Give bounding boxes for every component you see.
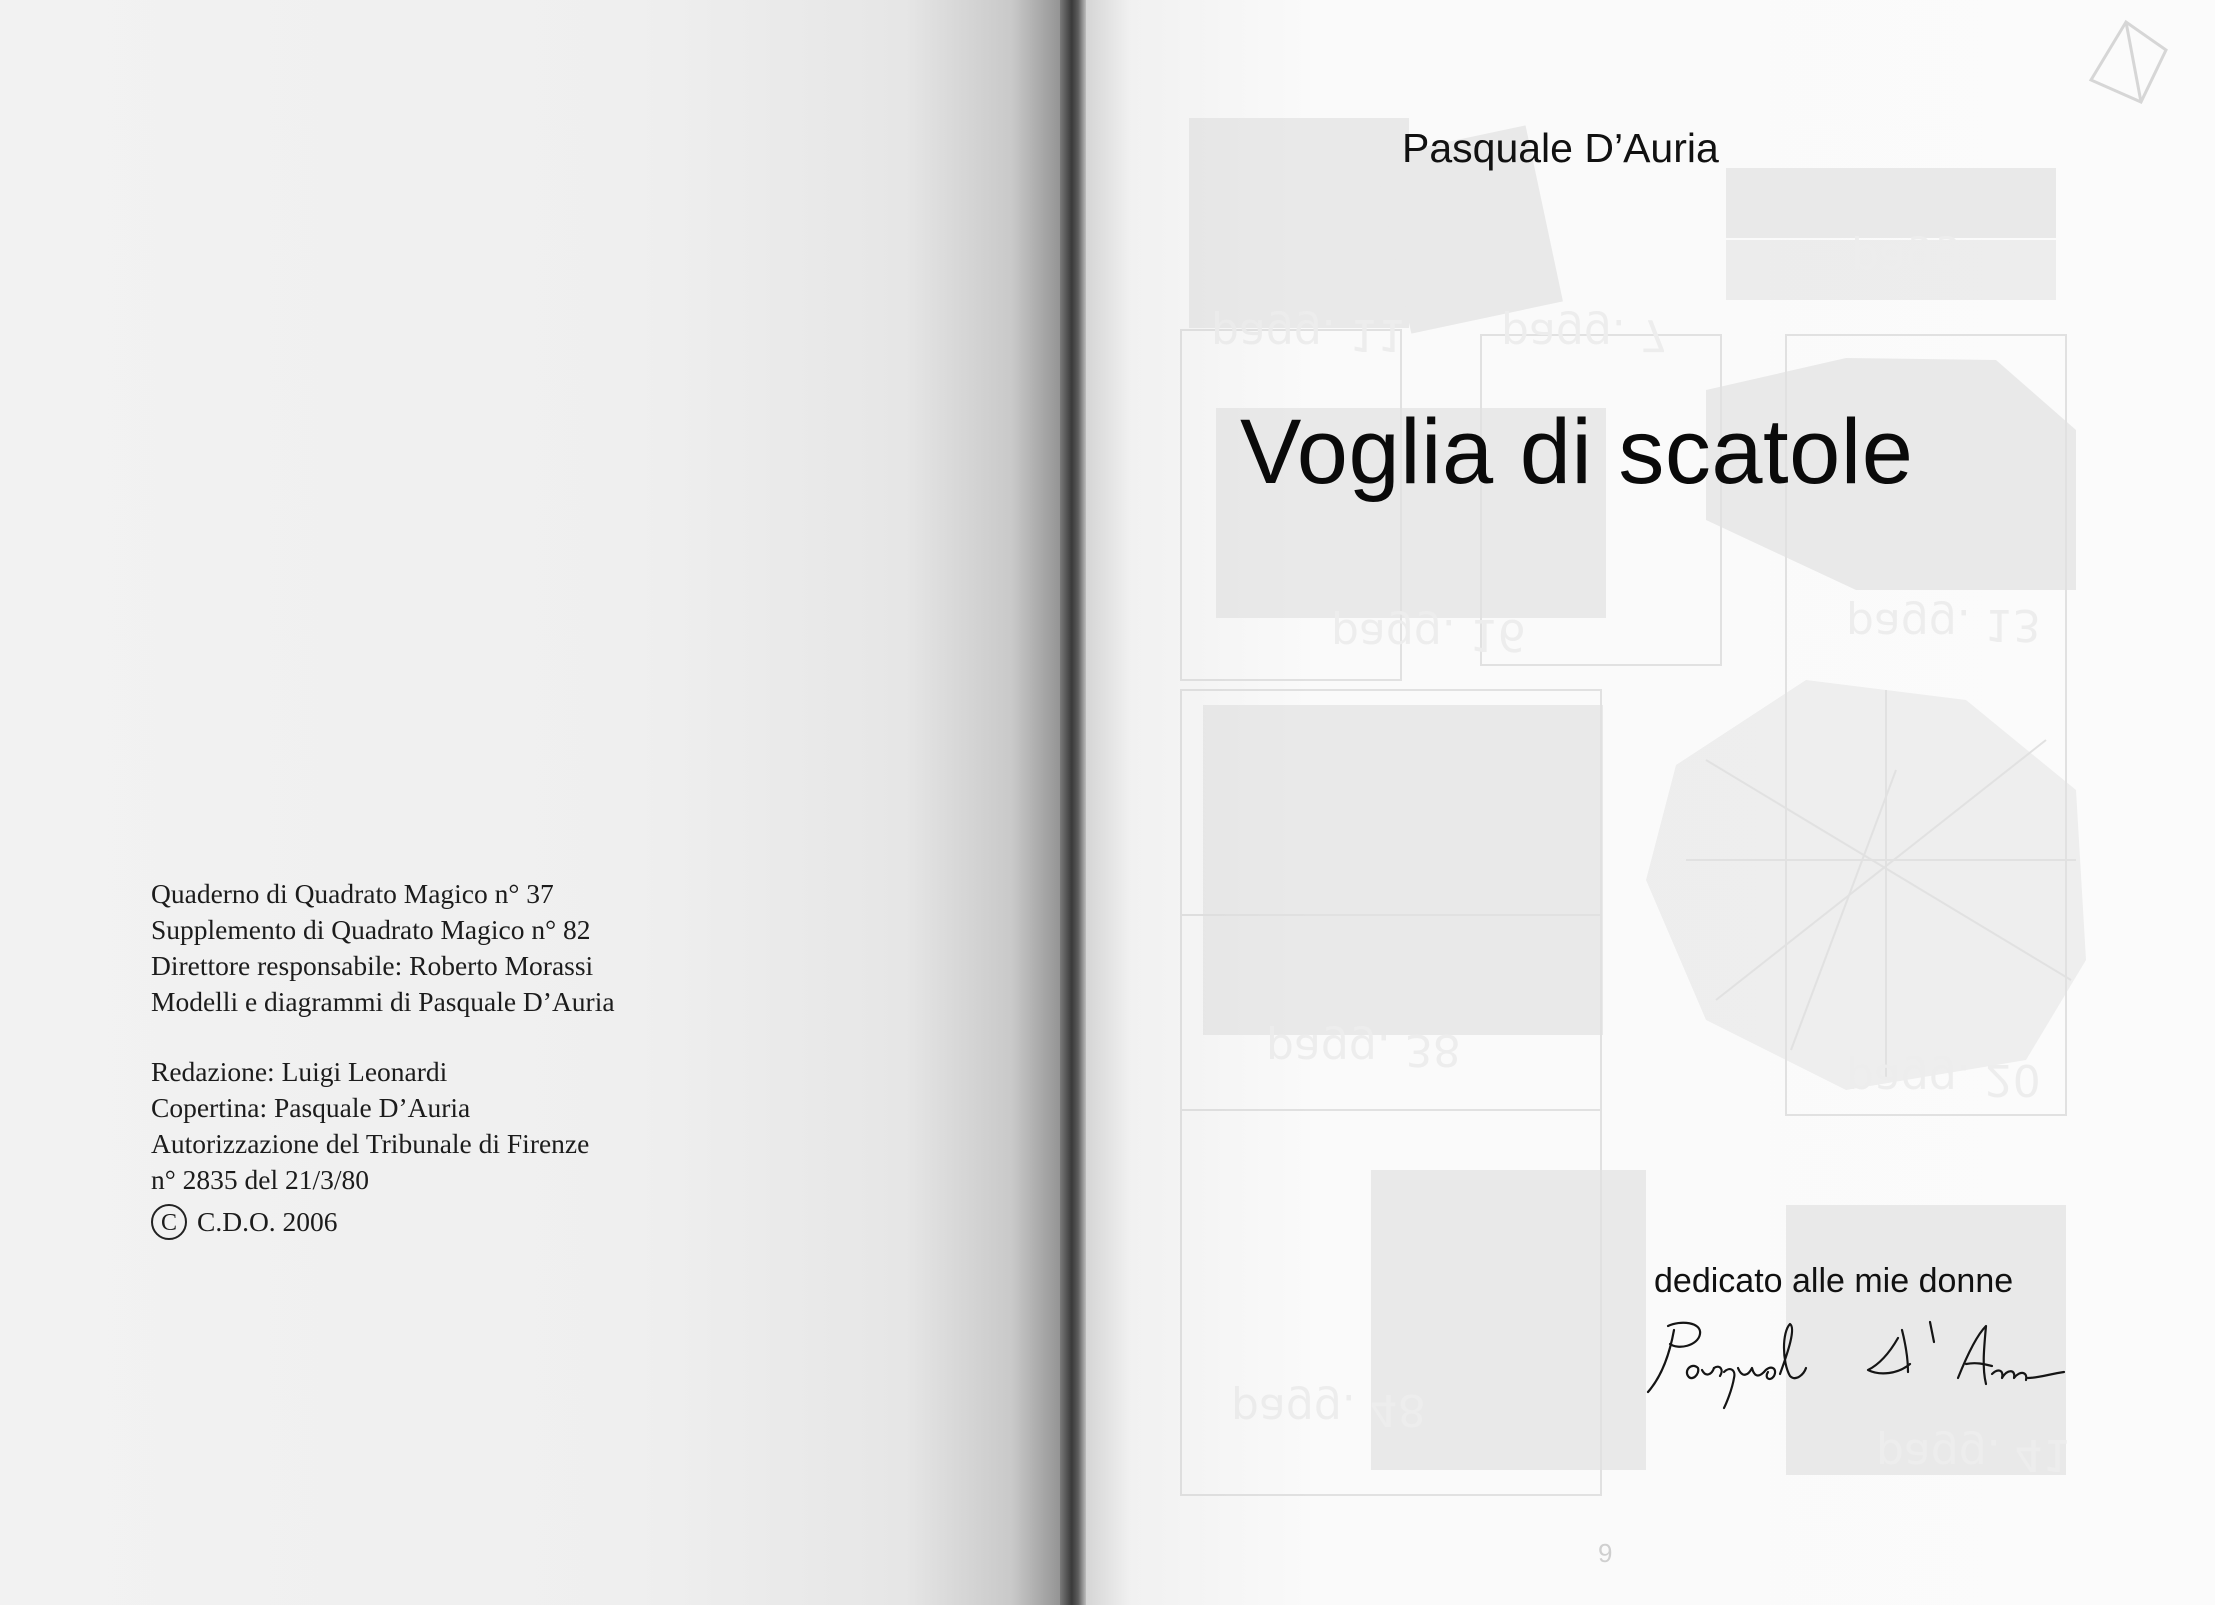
dedication: dedicato alle mie donne [1654, 1262, 2014, 1300]
book-gutter [1060, 0, 1086, 1605]
show-through-label: pagg. 11 [1211, 309, 1406, 360]
colophon-line: Modelli e diagrammi di Pasquale D’Auria [151, 986, 615, 1017]
book-title: Voglia di scatole [1240, 401, 1914, 503]
author-name: Pasquale D’Auria [1402, 125, 1719, 171]
colophon-line: Redazione: Luigi Leonardi [151, 1056, 448, 1087]
copyright-icon: C [151, 1204, 187, 1240]
show-through-label: pagg. 20 [1846, 1054, 2041, 1105]
copyright [151, 1204, 615, 1240]
show-through-label: pagg. 7 [1501, 309, 1668, 360]
left-page [0, 0, 1065, 1605]
colophon [151, 876, 615, 1240]
publisher-logo-icon [2071, 10, 2181, 110]
show-through-label: pagg. 48 [1231, 1384, 1426, 1435]
show-through-label: pagg. 38 [1266, 1024, 1461, 1075]
show-through-label: pagg. 3 [1851, 234, 2018, 285]
colophon-line: Quaderno di Quadrato Magico n° 37 [151, 878, 554, 909]
colophon-line: Autorizzazione del Tribunale di Firenze [151, 1128, 590, 1159]
show-through-label: pagg. 16 [1331, 609, 1526, 660]
colophon-line: Copertina: Pasquale D’Auria [151, 1092, 471, 1123]
page-number: 9 [1598, 1538, 1613, 1568]
colophon-line: Supplemento di Quadrato Magico n° 82 [151, 914, 591, 945]
handwritten-signature [1640, 1312, 2070, 1422]
colophon-block-2 [151, 1054, 615, 1198]
colophon-line: Direttore responsabile: Roberto Morassi [151, 950, 594, 981]
show-through-label: pagg. 41 [1876, 1429, 2071, 1480]
show-through-label: pagg. 13 [1846, 599, 2041, 650]
copyright-text: C.D.O. 2006 [197, 1206, 338, 1237]
colophon-line: n° 2835 del 21/3/80 [151, 1164, 369, 1195]
colophon-block-1 [151, 876, 615, 1020]
